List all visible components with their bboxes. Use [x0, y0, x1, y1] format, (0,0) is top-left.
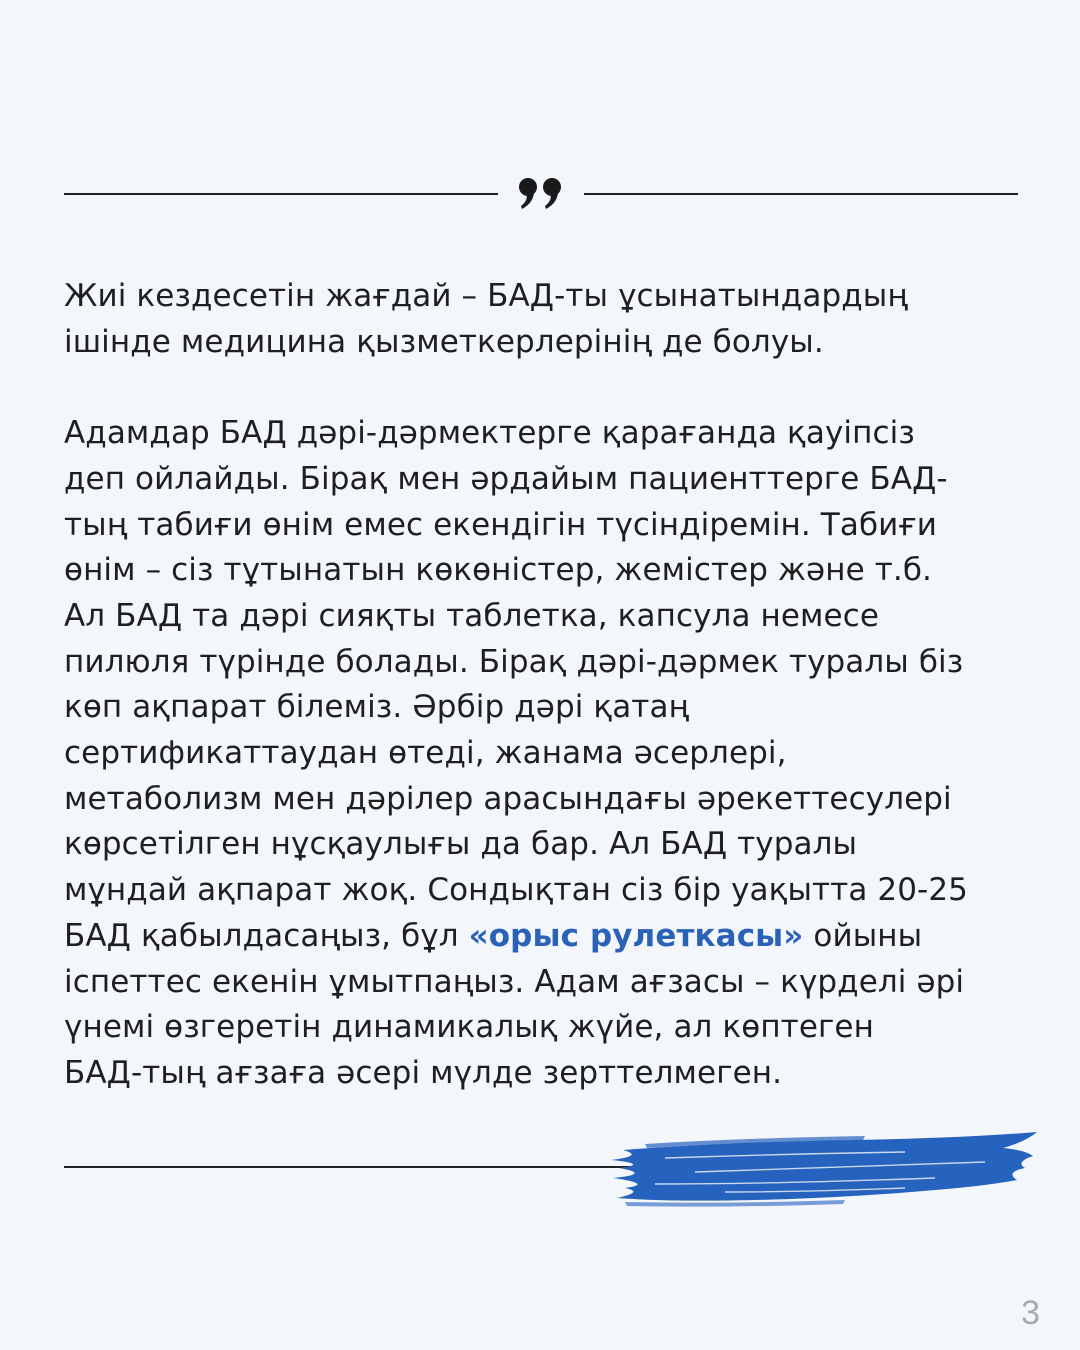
highlight-text: «орыс рулеткасы»	[468, 917, 804, 954]
paragraph-2-start: Адамдар БАД дәрі-дәрмектерге қарағанда қауіпсіз деп ойлайды. Бірақ мен әрдайым пациенттерге БАД- тың табиғи өнім емес екендігін түсіндіремін. Табиғи өнім – сіз тұтынатын көкөністер, жемістер және т.б. Ал БАД та дәрі сияқты таблетка, капсула немесе пилюля түрінде болады. Бірақ дәрі-дәрмек туралы біз көп ақпарат білеміз. Әрбір дәрі қатаң сертификаттаудан өтеді, жанама әсерлері, метаболизм мен дәрілер арасындағы әрекеттесулері көрсетілген нұсқаулығы да бар. Ал БАД туралы мұндай ақпарат жоқ. Сондықтан сіз бір уақытта 20-25 БАД қабылдасаңыз, бұл	[64, 415, 968, 954]
brush-stroke-decoration	[605, 1128, 1045, 1208]
paragraph-2-end: ойыны іспеттес екенін ұмытпаңыз. Адам ағзасы – күрделі әрі үнемі өзгеретін динамикалық жүйе, ал көптеген БАД-тың ағзаға әсері мүлде зерттелмеген.	[64, 917, 965, 1091]
paragraph-1: Жиі кездесетін жағдай – БАД-ты ұсынатындардың ішінде медицина қызметкерлерінің де болуы.	[64, 278, 908, 360]
page-number: 3	[1021, 1294, 1040, 1332]
quote-icon	[516, 176, 566, 212]
paragraph-2	[64, 411, 1024, 1097]
top-divider	[64, 176, 1018, 212]
divider-line-left	[64, 193, 498, 195]
quote-text	[64, 274, 1024, 1097]
divider-line-right	[584, 193, 1018, 195]
bottom-divider-line	[64, 1166, 684, 1168]
